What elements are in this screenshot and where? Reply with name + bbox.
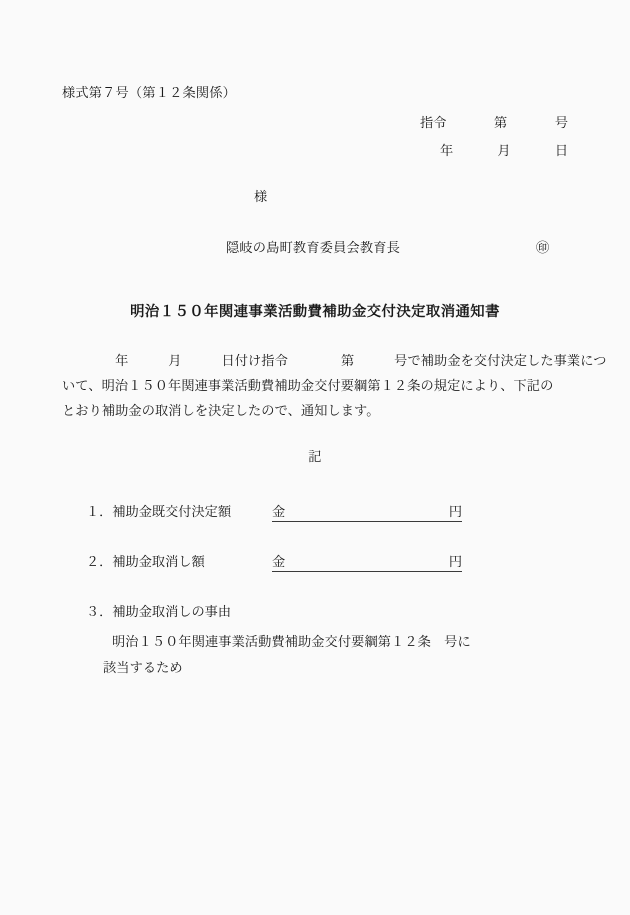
record-marker: 記	[308, 449, 322, 464]
currency-prefix: 金	[272, 554, 286, 569]
addressee-honorific: 様	[254, 189, 268, 204]
list-item	[86, 501, 462, 522]
body-line: 年 月 日付け指令 第 号で補助金を交付決定した事業につ	[62, 353, 607, 368]
order-label: 指令	[420, 115, 447, 130]
item-label: １．補助金既交付決定額	[86, 504, 232, 519]
item-label: ２．補助金取消し額	[86, 554, 205, 569]
currency-suffix: 円	[448, 504, 462, 519]
list-item	[86, 601, 231, 620]
body-paragraph	[62, 348, 607, 423]
currency-prefix: 金	[272, 504, 286, 519]
order-number-suffix: 号	[554, 115, 568, 130]
amount-field[interactable]	[272, 501, 462, 522]
reason-line: 明治１５０年関連事業活動費補助金交付要綱第１２条 号に	[112, 634, 471, 649]
document-title: 明治１５０年関連事業活動費補助金交付決定取消通知書	[130, 304, 500, 320]
issuer-name: 隠岐の島町教育委員会教育長	[226, 240, 401, 255]
date-month-label: 月	[497, 143, 511, 158]
currency-suffix: 円	[448, 554, 462, 569]
item-label: ３．補助金取消しの事由	[86, 604, 232, 619]
issue-date-row	[440, 140, 568, 159]
body-line: とおり補助金の取消しを決定したので、通知します。	[62, 403, 380, 418]
form-number: 様式第７号（第１２条関係）	[62, 85, 237, 100]
order-number-prefix: 第	[494, 115, 508, 130]
seal-icon: ㊞	[536, 240, 550, 255]
list-item	[86, 551, 462, 572]
reason-line: 該当するため	[103, 660, 183, 675]
date-day-label: 日	[554, 143, 568, 158]
order-number-row	[420, 112, 568, 131]
body-line: いて、明治１５０年関連事業活動費補助金交付要綱第１２条の規定により、下記の	[62, 378, 554, 393]
date-year-label: 年	[440, 143, 454, 158]
amount-field[interactable]	[272, 551, 462, 572]
